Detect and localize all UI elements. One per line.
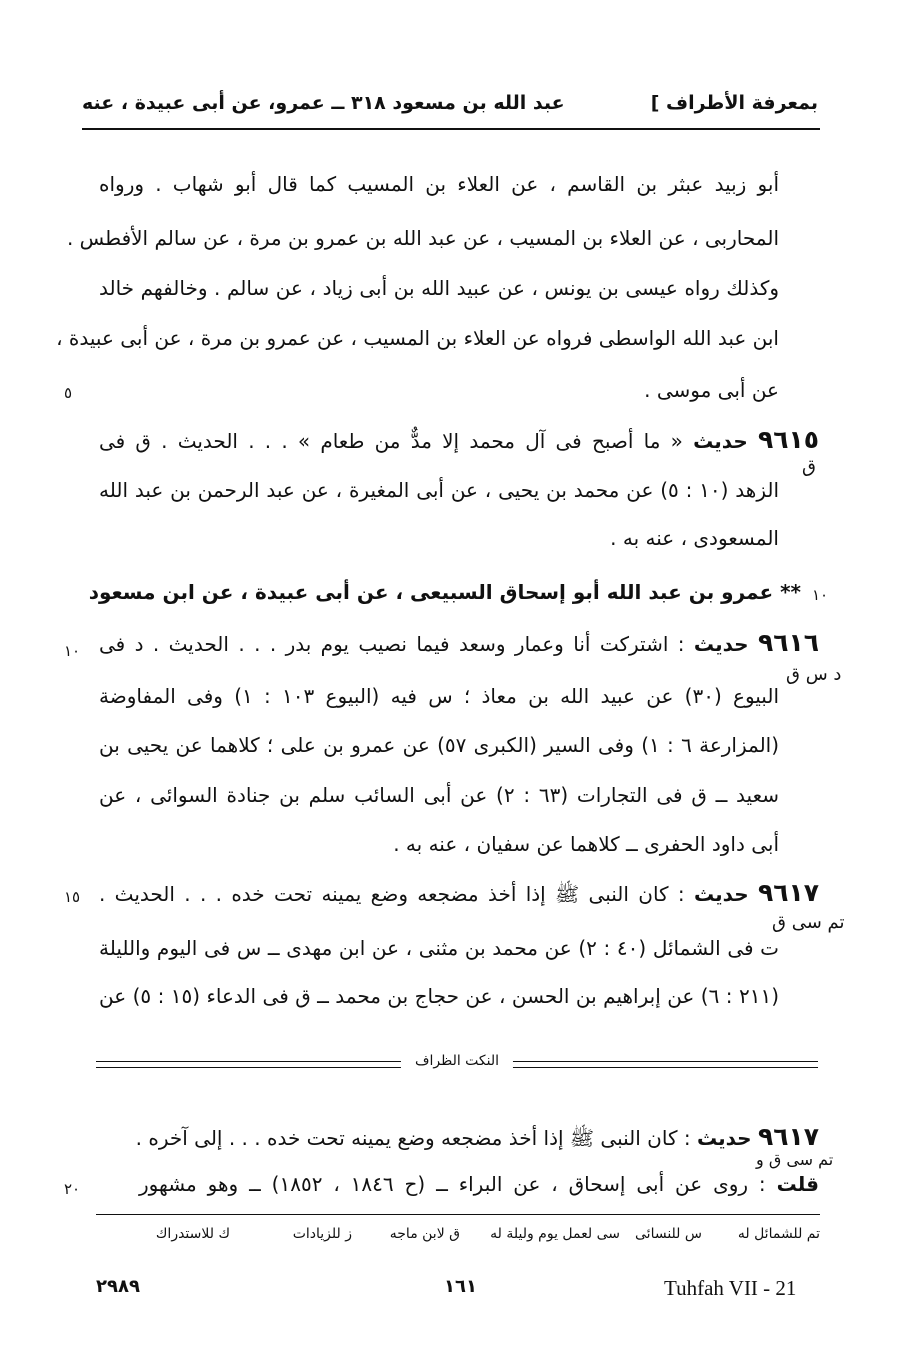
text-line: ابن عبد الله الواسطى فرواه عن العلاء بن المسيب ، عن عمرو بن مرة ، عن أبى عبيدة ، <box>56 326 779 350</box>
footer-volume-label: Tuhfah VII - 21 <box>664 1276 797 1300</box>
line-number-margin: ٥ <box>64 384 73 402</box>
note-first-line <box>99 1122 819 1155</box>
hadith-number: ٩٦١٦ <box>757 628 820 657</box>
footnote-rule <box>96 1214 820 1215</box>
footer-left-number: ٢٩٨٩ <box>96 1276 140 1297</box>
abbreviation-item: ق لابن ماجه <box>389 1226 460 1242</box>
hadith-number: ٩٦١٥ <box>757 425 820 454</box>
abbreviation-item: سى لعمل يوم وليلة له <box>490 1226 620 1242</box>
text-line: البيوع (٣٠) عن عبيد الله بن معاذ ؛ س فيه (البيوع ١٠٣ : ١) وفى المفاوضة <box>99 684 779 708</box>
line-number-margin: ١٠ <box>812 586 829 604</box>
text-line: أبى داود الحفرى ــ كلاهما عن سفيان ، عنه به . <box>393 832 779 856</box>
hadith-9615-first-line <box>99 425 819 454</box>
siglum: تم سى ق و <box>756 1150 834 1169</box>
text-line: سعيد ــ ق فى التجارات (٦٣ : ٢) عن أبى السائب سلم بن جنادة السوائى ، عن <box>99 783 779 807</box>
siglum: د س ق <box>786 664 842 685</box>
text-line: المسعودى ، عنه به . <box>610 526 779 550</box>
hadith-keyword: حديث <box>693 429 748 453</box>
siglum: ق <box>802 456 816 477</box>
line-number-margin: ١٠ <box>64 642 81 660</box>
page-number: ١٦١ <box>444 1276 477 1297</box>
note-second-line <box>139 1172 819 1196</box>
text-line: (٢١١ : ٦) عن إبراهيم بن الحسن ، عن حجاج بن محمد ــ ق فى الدعاء (١٥ : ٥) عن <box>99 984 780 1008</box>
siglum: تم سى ق <box>772 912 845 933</box>
line-number-margin: ٢٠ <box>64 1180 81 1198</box>
notes-divider <box>96 1053 818 1079</box>
text-line: وكذلك رواه عيسى بن يونس ، عن عبيد الله بن أبى زياد ، عن سالم . وخالفهم خالد <box>99 276 779 300</box>
running-header <box>82 88 818 122</box>
note-text: : روى عن أبى إسحاق ، عن البراء ــ (ح ١٨٤٦ ، ١٨٥٢) ــ وهو مشهور <box>139 1172 766 1196</box>
note-keyword: حديث <box>696 1126 752 1150</box>
hadith-keyword: حديث <box>693 632 749 656</box>
text-line: المحاربى ، عن العلاء بن المسيب ، عن عبد الله بن عمرو بن مرة ، عن سالم الأفطس . <box>66 226 779 250</box>
hadith-text: : كان النبى ﷺ إذا أخذ مضجعه وضع يمينه تحت خده . . . الحديث . <box>99 882 685 906</box>
text-line: الزهد (١٠ : ٥) عن محمد بن يحيى ، عن أبى المغيرة ، عن عبد الرحمن بن عبد الله <box>99 478 780 502</box>
hadith-9617-first-line <box>99 878 819 911</box>
hadith-keyword: حديث <box>693 882 749 906</box>
abbreviation-item: ك للاستدراك <box>155 1226 230 1242</box>
text-line: أبو زبيد عبثر بن القاسم ، عن العلاء بن المسيب كما قال أبو شهاب . ورواه <box>99 172 779 196</box>
line-number-margin: ١٥ <box>64 888 81 906</box>
hadith-9616-first-line <box>99 628 819 657</box>
note-number: ٩٦١٧ <box>757 1122 819 1151</box>
note-text: : كان النبى ﷺ إذا أخذ مضجعه وضع يمينه تحت خده . . . إلى آخره . <box>135 1126 691 1150</box>
header-right-title: بمعرفة الأطراف ] <box>650 92 818 114</box>
note-keyword-qultu: قلت <box>776 1172 819 1196</box>
text-line: (المزارعة ٦ : ١) وفى السير (الكبرى ٥٧) عن عمرو بن على ؛ كلاهما عن يحيى بن <box>99 733 780 757</box>
header-rule <box>82 128 820 130</box>
text-line: ت فى الشمائل (٤٠ : ٢) عن محمد بن مثنى ، عن ابن مهدى ــ س فى اليوم والليلة <box>99 936 780 960</box>
hadith-number: ٩٦١٧ <box>757 878 819 907</box>
abbreviation-item: ز للزيادات <box>292 1226 352 1242</box>
section-subheading: ** عمرو بن عبد الله أبو إسحاق السبيعى ، عن أبى عبيدة ، عن ابن مسعود <box>88 580 801 604</box>
divider-label: النكت الظراف <box>401 1053 513 1069</box>
hadith-text: : اشتركت أنا وعمار وسعد فيما نصيب يوم بدر . . . الحديث . د فى <box>99 632 685 656</box>
abbreviation-key <box>86 1226 820 1250</box>
hadith-text: « ما أصبح فى آل محمد إلا مدٌّ من طعام » . . . الحديث . ق فى <box>99 429 683 453</box>
text-line: عن أبى موسى . <box>644 378 779 402</box>
abbreviation-item: س للنسائى <box>635 1226 702 1242</box>
header-section-title: عبد الله بن مسعود ٣١٨ ــ عمرو، عن أبى عبيدة ، عنه <box>82 92 565 114</box>
abbreviation-item: تم للشمائل له <box>737 1226 820 1242</box>
